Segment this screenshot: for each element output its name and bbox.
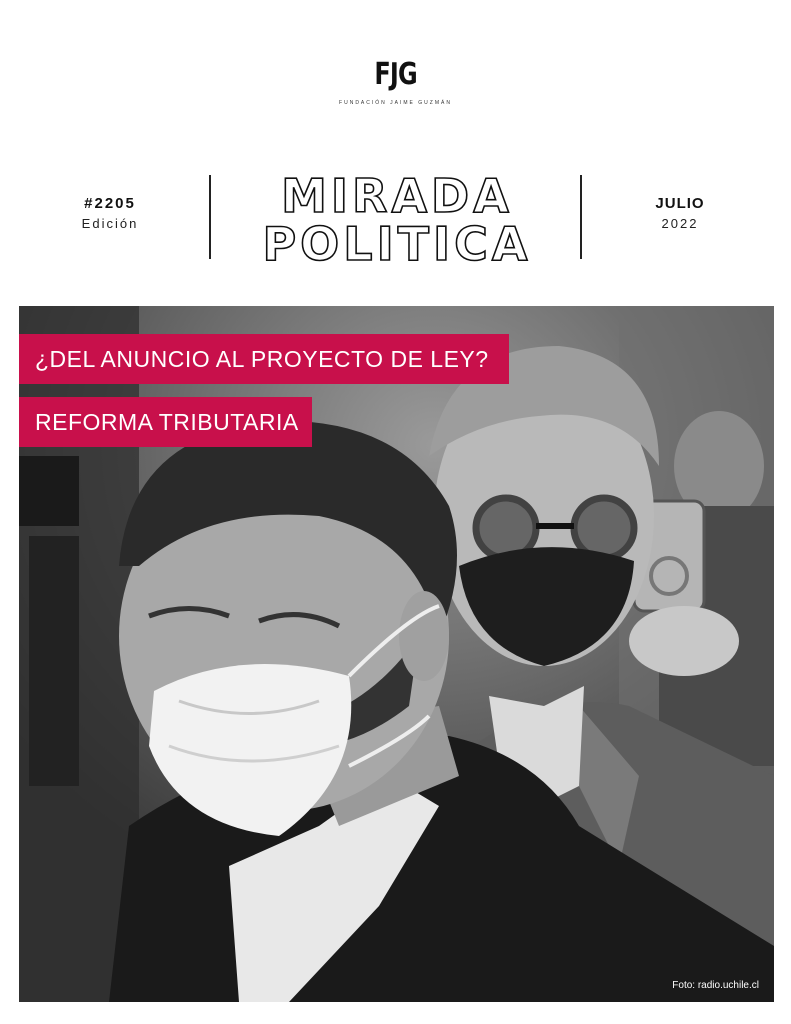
date-month: JULIO (655, 195, 705, 212)
edition-number: #2205 (84, 195, 136, 212)
masthead-title (232, 168, 562, 268)
headline-topic: REFORMA TRIBUTARIA (19, 397, 312, 447)
fjg-logo (0, 58, 791, 106)
edition-block (60, 195, 160, 231)
logo-mark: FJG (374, 57, 417, 92)
photo-credit: Foto: radio.uchile.cl (672, 980, 759, 991)
divider-right (580, 175, 582, 259)
logo-subtitle: FUNDACIÓN JAIME GUZMÁN (339, 100, 452, 106)
divider-left (209, 175, 211, 259)
edition-label: Edición (81, 216, 139, 231)
masthead-line-2: POLITICA (262, 217, 532, 268)
headline-question: ¿DEL ANUNCIO AL PROYECTO DE LEY? (19, 334, 509, 384)
date-year: 2022 (661, 216, 699, 231)
date-block (630, 195, 730, 231)
masthead-line-1: MIRADA (281, 169, 513, 223)
